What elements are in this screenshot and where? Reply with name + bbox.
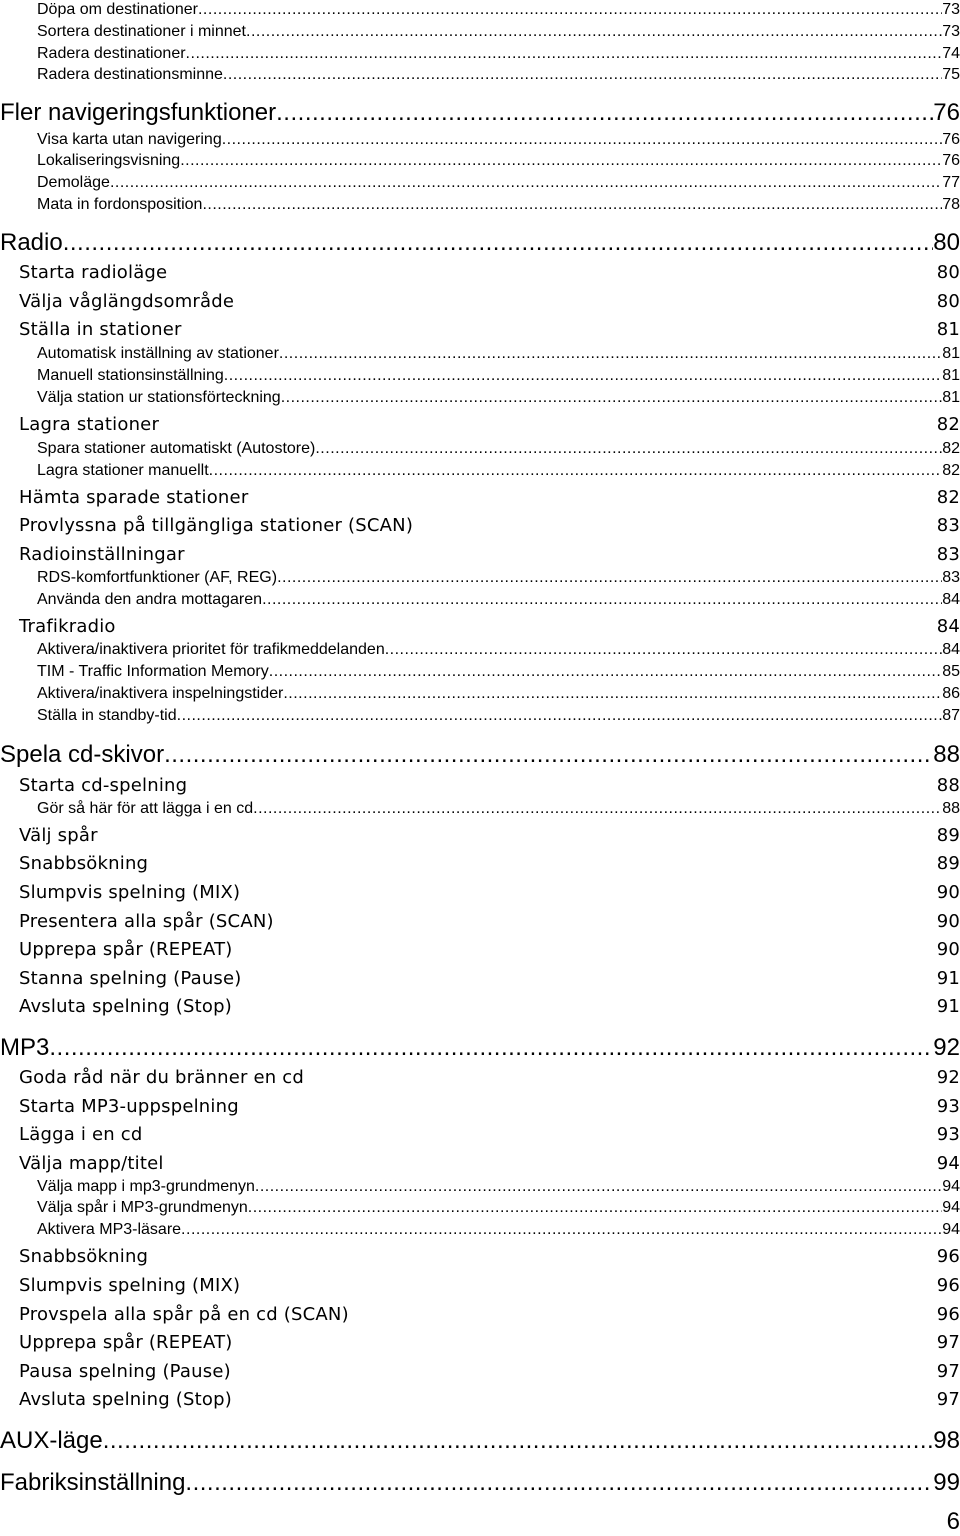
toc-section	[19, 853, 960, 879]
toc-section	[19, 487, 960, 513]
toc-entry-title: Aktivera MP3-läsare	[37, 1221, 182, 1238]
toc-entry	[37, 345, 960, 367]
toc-entry-title: Gör så här för att lägga i en cd	[37, 800, 254, 817]
toc-entry-title: Sortera destinationer i minnet	[37, 23, 246, 40]
toc-entry-page: 81	[942, 389, 960, 406]
toc-section	[19, 1246, 960, 1272]
toc-entry-page: 82	[942, 462, 960, 479]
dot-leader	[248, 1199, 942, 1217]
toc-entry-title: Snabbsökning	[19, 1246, 149, 1267]
toc-entry-page: 84	[942, 591, 960, 608]
toc-entry	[37, 663, 960, 685]
toc-section	[19, 1096, 960, 1122]
toc-entry-title: Visa karta utan navigering	[37, 131, 222, 148]
toc-entry-title: Mata in fordonsposition	[37, 196, 203, 213]
toc-entry-title: Lokaliseringsvisning	[37, 152, 181, 169]
toc-entry-page: 75	[942, 66, 960, 83]
dot-leader	[224, 367, 942, 385]
toc-entry-title: RDS-komfortfunktioner (AF, REG)	[37, 569, 278, 586]
dot-leader	[277, 569, 942, 587]
toc-section	[19, 1124, 960, 1150]
toc-entry-title: Avsluta spelning (Stop)	[19, 996, 232, 1017]
toc-entry-page: 90	[936, 911, 960, 932]
toc-entry	[37, 45, 960, 67]
toc-entry	[37, 440, 960, 462]
toc-chapter	[0, 1427, 960, 1457]
toc-entry-page: 84	[942, 641, 960, 658]
toc-entry-title: AUX-läge	[0, 1427, 103, 1454]
dot-leader	[222, 131, 942, 149]
toc-entry-page: 91	[936, 996, 960, 1017]
toc-entry-page: 76	[942, 152, 960, 169]
toc-entry-title: Slumpvis spelning (MIX)	[19, 1275, 241, 1296]
toc-entry-page: 77	[942, 174, 960, 191]
dot-leader	[255, 1178, 942, 1196]
page-number: 6	[946, 1508, 960, 1535]
toc-section	[19, 1067, 960, 1093]
toc-entry-title: Välja mapp/titel	[19, 1153, 164, 1174]
toc-chapter	[0, 1034, 960, 1064]
toc-section	[19, 414, 960, 440]
toc-entry-title: Slumpvis spelning (MIX)	[19, 882, 241, 903]
toc-entry-page: 90	[936, 882, 960, 903]
toc-entry-page: 97	[936, 1332, 960, 1353]
toc-entry-page: 96	[936, 1304, 960, 1325]
toc-section	[19, 968, 960, 994]
toc-entry-title: Radera destinationer	[37, 45, 186, 62]
dot-leader	[63, 229, 934, 257]
toc-section	[19, 1304, 960, 1330]
dot-leader	[181, 1221, 942, 1239]
toc-entry-title: Upprepa spår (REPEAT)	[19, 1332, 233, 1353]
toc-entry-title: Aktivera/inaktivera inspelningstider	[37, 685, 284, 702]
toc-entry-title: Hämta sparade stationer	[19, 487, 249, 508]
toc-section	[19, 291, 960, 317]
toc-entry-title: Fabriksinställning	[0, 1469, 186, 1496]
dot-leader	[262, 591, 942, 609]
toc-section	[19, 1361, 960, 1387]
toc-entry-title: Välja spår i MP3-grundmenyn	[37, 1199, 248, 1216]
dot-leader	[202, 196, 942, 214]
toc-entry	[37, 1221, 960, 1243]
toc-section	[19, 1389, 960, 1415]
dot-leader	[180, 152, 942, 170]
toc-entry	[37, 462, 960, 484]
toc-entry-page: 82	[942, 440, 960, 457]
dot-leader	[186, 45, 943, 63]
toc-entry-title: Pausa spelning (Pause)	[19, 1361, 231, 1382]
toc-entry-page: 80	[936, 262, 960, 283]
toc-entry-page: 78	[942, 196, 960, 213]
toc-entry	[37, 1178, 960, 1200]
toc-entry	[37, 685, 960, 707]
toc-entry-page: 97	[936, 1361, 960, 1382]
toc-entry-page: 73	[942, 23, 960, 40]
dot-leader	[269, 663, 942, 681]
toc-section	[19, 882, 960, 908]
toc-section	[19, 319, 960, 345]
toc-entry	[37, 23, 960, 45]
toc-entry-page: 94	[942, 1178, 960, 1195]
toc-section	[19, 911, 960, 937]
toc-entry-title: Trafikradio	[19, 616, 116, 637]
toc-chapter	[0, 99, 960, 129]
toc-entry	[37, 367, 960, 389]
dot-leader	[110, 174, 942, 192]
toc-entry-page: 74	[942, 45, 960, 62]
toc-entry	[37, 1, 960, 23]
toc-section	[19, 939, 960, 965]
toc-entry-title: Lägga i en cd	[19, 1124, 143, 1145]
toc-entry	[37, 152, 960, 174]
toc-entry-title: Stanna spelning (Pause)	[19, 968, 242, 989]
toc-entry-title: Ställa in stationer	[19, 319, 182, 340]
toc-entry-page: 94	[936, 1153, 960, 1174]
toc-entry	[37, 196, 960, 218]
toc-section	[19, 1332, 960, 1358]
toc-entry-title: Starta MP3-uppspelning	[19, 1096, 239, 1117]
toc-entry-page: 80	[936, 291, 960, 312]
toc-entry-title: Välja station ur stationsförteckning	[37, 389, 281, 406]
toc-entry-page: 81	[942, 345, 960, 362]
toc-entry-title: Radioinställningar	[19, 544, 185, 565]
dot-leader	[253, 800, 942, 818]
toc-entry	[37, 174, 960, 196]
dot-leader	[246, 23, 942, 41]
toc-entry-page: 98	[933, 1427, 960, 1454]
dot-leader	[185, 1469, 933, 1497]
toc-entry-page: 86	[942, 685, 960, 702]
toc-entry-page: 90	[936, 939, 960, 960]
toc-entry	[37, 131, 960, 153]
toc-entry-title: Använda den andra mottagaren	[37, 591, 263, 608]
toc-entry-title: Lagra stationer	[19, 414, 160, 435]
toc-entry-page: 85	[942, 663, 960, 680]
toc-entry	[37, 66, 960, 88]
dot-leader	[164, 741, 933, 769]
toc-entry-title: TIM - Traffic Information Memory	[37, 663, 269, 680]
dot-leader	[223, 66, 942, 84]
toc-entry-title: Välja våglängdsområde	[19, 291, 235, 312]
toc-entry-title: Radera destinationsminne	[37, 66, 223, 83]
toc-chapter	[0, 741, 960, 771]
toc-entry-page: 97	[936, 1389, 960, 1410]
toc-section	[19, 825, 960, 851]
toc-entry-page: 91	[936, 968, 960, 989]
toc-entry	[37, 569, 960, 591]
toc-entry	[37, 1199, 960, 1221]
toc-entry-page: 88	[942, 800, 960, 817]
toc-entry-page: 93	[936, 1096, 960, 1117]
dot-leader	[49, 1034, 933, 1062]
toc-entry-page: 96	[936, 1246, 960, 1267]
toc-section	[19, 996, 960, 1022]
toc-entry-page: 84	[936, 616, 960, 637]
toc-entry	[37, 389, 960, 411]
toc-entry-page: 83	[942, 569, 960, 586]
toc-entry-page: 88	[936, 775, 960, 796]
toc-chapter	[0, 1469, 960, 1499]
toc-entry-page: 82	[936, 487, 960, 508]
dot-leader	[385, 641, 942, 659]
toc-entry-page: 81	[936, 319, 960, 340]
toc-entry-page: 83	[936, 544, 960, 565]
toc-entry-page: 92	[933, 1034, 960, 1061]
toc-entry	[37, 707, 960, 729]
toc-entry-page: 89	[936, 853, 960, 874]
dot-leader	[177, 707, 943, 725]
dot-leader	[276, 99, 933, 127]
toc-entry-page: 92	[936, 1067, 960, 1088]
dot-leader	[283, 685, 942, 703]
dot-leader	[103, 1427, 934, 1455]
toc-entry-page: 76	[933, 99, 960, 126]
toc-entry-title: Döpa om destinationer	[37, 1, 198, 18]
toc-entry-page: 99	[933, 1469, 960, 1496]
toc-entry-title: MP3	[0, 1034, 50, 1061]
toc-entry-title: Provspela alla spår på en cd (SCAN)	[19, 1304, 349, 1325]
toc-entry-title: Starta cd-spelning	[19, 775, 188, 796]
toc-entry-title: Välja mapp i mp3-grundmenyn	[37, 1178, 255, 1195]
toc-entry-page: 94	[942, 1221, 960, 1238]
toc-entry-title: Starta radioläge	[19, 262, 168, 283]
toc-entry-page: 89	[936, 825, 960, 846]
toc-entry-title: Lagra stationer manuellt	[37, 462, 209, 479]
toc-entry-page: 82	[936, 414, 960, 435]
toc-entry-title: Upprepa spår (REPEAT)	[19, 939, 233, 960]
toc-entry-page: 87	[942, 707, 960, 724]
toc-entry-title: Avsluta spelning (Stop)	[19, 1389, 232, 1410]
toc-entry	[37, 800, 960, 822]
toc-entry-title: Spela cd-skivor	[0, 741, 165, 768]
toc-section	[19, 616, 960, 642]
toc-entry-title: Aktivera/inaktivera prioritet för trafikmeddelanden	[37, 641, 385, 658]
toc-section	[19, 1275, 960, 1301]
toc-entry-page: 80	[933, 229, 960, 256]
dot-leader	[198, 1, 942, 19]
toc-entry-page: 73	[942, 1, 960, 18]
toc-entry-title: Demoläge	[37, 174, 110, 191]
toc-section	[19, 262, 960, 288]
toc-section	[19, 1153, 960, 1179]
toc-entry-page: 96	[936, 1275, 960, 1296]
toc-section	[19, 515, 960, 541]
toc-entry-title: Snabbsökning	[19, 853, 149, 874]
toc-entry-page: 81	[942, 367, 960, 384]
dot-leader	[279, 345, 942, 363]
toc-entry-page: 94	[942, 1199, 960, 1216]
toc-entry-page: 93	[936, 1124, 960, 1145]
toc-entry-title: Fler navigeringsfunktioner	[0, 99, 277, 126]
toc-entry-title: Spara stationer automatiskt (Autostore)	[37, 440, 316, 457]
dot-leader	[281, 389, 943, 407]
toc-entry	[37, 591, 960, 613]
toc-entry-title: Provlyssna på tillgängliga stationer (SCAN)	[19, 515, 414, 536]
toc-entry-title: Goda råd när du bränner en cd	[19, 1067, 305, 1088]
toc-section	[19, 544, 960, 570]
toc-entry-title: Radio	[0, 229, 63, 256]
toc-entry	[37, 641, 960, 663]
toc-chapter	[0, 229, 960, 259]
toc-entry-page: 76	[942, 131, 960, 148]
toc-entry-title: Ställa in standby-tid	[37, 707, 177, 724]
toc-entry-title: Välj spår	[19, 825, 98, 846]
dot-leader	[209, 462, 943, 480]
dot-leader	[315, 440, 942, 458]
toc-entry-page: 83	[936, 515, 960, 536]
toc-section	[19, 775, 960, 801]
toc-entry-title: Automatisk inställning av stationer	[37, 345, 279, 362]
toc-entry-page: 88	[933, 741, 960, 768]
toc-entry-title: Manuell stationsinställning	[37, 367, 224, 384]
toc-entry-title: Presentera alla spår (SCAN)	[19, 911, 274, 932]
